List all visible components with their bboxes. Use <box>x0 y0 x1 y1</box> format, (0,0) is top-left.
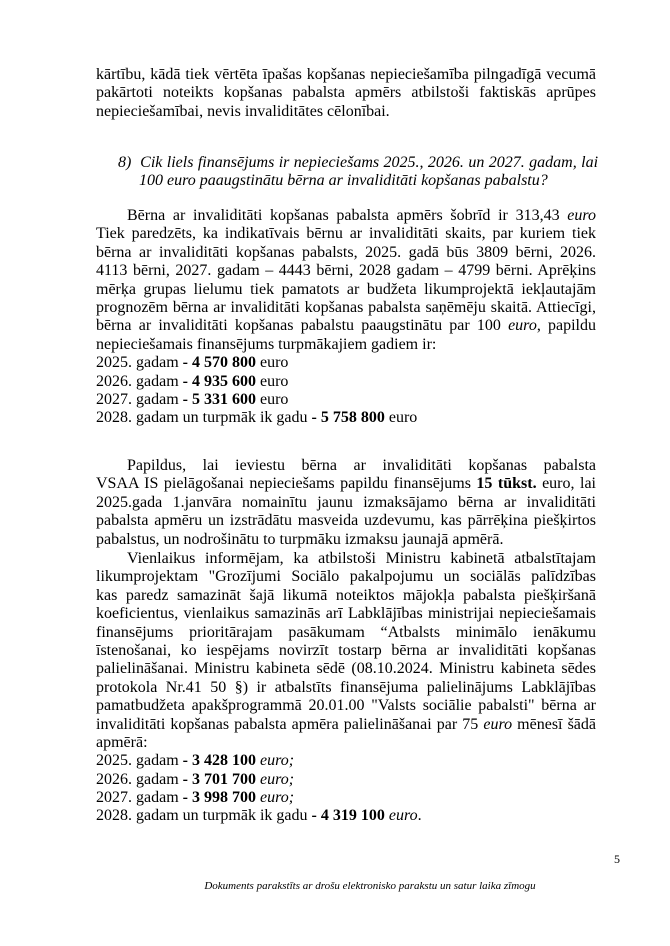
text-segment: pamatbudžeta apakšprogrammā 20.01.00 "Valsts sociālie pabalsti" bērna ar <box>96 697 596 715</box>
amount-list-item <box>96 752 596 770</box>
text-segment: - 4 319 100 <box>311 807 385 825</box>
text-line <box>96 587 596 605</box>
question-line-1 <box>118 154 598 172</box>
text-line <box>96 679 596 697</box>
text-segment: bērna ar invaliditāti kopšanas pabalstu paaugstinātu par 100 <box>96 317 509 335</box>
text-segment: kas paredz samazināt šajā likumā noteiktos mājokļa pabalsta piešķiršanā <box>96 586 596 604</box>
amount-list-item <box>96 789 596 807</box>
text-segment: euro <box>384 409 418 427</box>
text-segment: 15 tūkst. <box>476 475 537 493</box>
signature-footer: Dokuments parakstīts ar drošu elektronisko parakstu un satur laika zīmogu <box>204 880 536 892</box>
text-segment: palielināšanai. Ministru kabineta sēdē (08.10.2024. Ministru kabineta sēdes <box>96 660 596 678</box>
text-segment: euro <box>255 372 289 390</box>
text-segment: mēnesī šādā <box>512 715 596 733</box>
amount-list-item <box>96 409 596 427</box>
text-segment: euro <box>567 207 596 224</box>
text-line <box>96 660 596 678</box>
text-segment: invaliditāti kopšanas pabalsta apmēra palielināšanai par 75 <box>96 715 484 733</box>
paragraph-intro <box>96 66 596 121</box>
text-segment: bērna ar invaliditāti kopšanas pabalsts, 2025. gadā būs 3809 bērni, 2026. <box>96 243 596 261</box>
text-segment: 2027. gadam <box>96 390 183 408</box>
text-line <box>96 550 596 568</box>
amount-list-item <box>96 391 596 409</box>
amount-list-item <box>96 807 596 825</box>
text-line <box>96 103 596 121</box>
text-line <box>96 244 596 262</box>
paragraph-current-benefit <box>96 207 596 428</box>
text-segment: - 5 331 600 <box>182 390 256 408</box>
text-line <box>96 568 596 586</box>
text-segment: likumprojektam "Grozījumi Sociālo pakalpojumu un sociālās palīdzības <box>96 568 596 586</box>
text-segment: 2028. gadam un turpmāk ik gadu <box>96 807 312 825</box>
text-line <box>96 207 596 225</box>
text-segment: 2025. gadam <box>96 752 183 770</box>
text-segment: kārtību, kādā tiek vērtēta īpašas kopšanas nepieciešamība pilngadīgā vecumā <box>96 66 596 83</box>
text-segment: protokola Nr.41 50 §) ir atbalstīts finansējuma palielinājums Labklājības <box>96 678 596 696</box>
text-segment: apmērā: <box>96 733 148 751</box>
text-segment: prognozēm bērna ar invaliditāti kopšanas pabalsta saņēmēju skaitā. Attiecīgi, <box>96 298 596 316</box>
amount-list-item <box>96 373 596 391</box>
paragraph-it-adaptation <box>96 457 596 549</box>
paragraph-cabinet-decision <box>96 550 596 826</box>
text-segment: euro <box>483 715 513 733</box>
text-segment: 2028. gadam un turpmāk ik gadu <box>96 409 312 427</box>
text-line <box>96 697 596 715</box>
text-segment: nepieciešamais finansējums turpmākajiem gadiem ir: <box>96 335 437 353</box>
text-segment: euro <box>255 390 289 408</box>
text-line <box>96 475 596 493</box>
question-8 <box>118 154 598 191</box>
text-segment: euro, lai <box>542 475 596 493</box>
text-segment: euro <box>255 354 289 372</box>
text-line <box>96 716 596 734</box>
text-line <box>96 734 596 752</box>
text-segment: - 3 428 100 <box>182 752 256 770</box>
text-line <box>96 317 596 335</box>
text-segment: , papildu <box>536 317 596 335</box>
text-segment: euro; <box>259 770 295 788</box>
text-line <box>96 512 596 530</box>
text-line <box>96 494 596 512</box>
text-segment: Tiek paredzēts, ka indikatīvais bērnu ar invaliditāti skaits, par kuriem tiek <box>96 225 596 243</box>
text-segment: 2026. gadam <box>96 770 183 788</box>
text-segment: Bērna ar invaliditāti kopšanas pabalsta apmērs šobrīd ir 313,43 <box>127 207 568 224</box>
question-number: 8) <box>118 154 132 171</box>
text-segment: 4113 bērni, 2027. gadam – 4443 bērni, 2028 gadam – 4799 bērni. Aprēķins <box>96 262 596 280</box>
text-segment: 2026. gadam <box>96 372 183 390</box>
amount-list-item <box>96 354 596 372</box>
text-segment: VSAA IS pielāgošanai nepieciešams papildu finansējums <box>96 475 477 493</box>
text-segment: 2025.gada 1.janvāra nomainītu jaunu izmaksājamo bērna ar invaliditāti <box>96 493 596 511</box>
text-segment: euro <box>388 807 418 825</box>
text-segment: finansējums prioritārajam pasākumam “Atbalsts minimālo ienākumu <box>96 623 596 641</box>
page-number: 5 <box>614 852 620 866</box>
text-segment: Vienlaikus informējam, ka atbilstoši Ministru kabinetā atbalstītajam <box>127 550 596 567</box>
text-segment: - 4 570 800 <box>182 354 256 372</box>
text-segment: euro; <box>259 752 295 770</box>
question-text: Cik liels finansējums ir nepieciešams 2025., 2026. un 2027. gadam, lai <box>140 154 598 171</box>
text-line <box>96 336 596 354</box>
text-segment: nepieciešamībai, nevis invaliditātes cēlonībai. <box>96 102 390 120</box>
text-segment: euro; <box>259 789 295 807</box>
text-line <box>96 642 596 660</box>
text-line <box>96 299 596 317</box>
text-segment: pakārtoti noteikts kopšanas pabalsta apmērs atbilstoši faktiskās aprūpes <box>96 84 596 102</box>
text-line <box>96 225 596 243</box>
text-segment: 2027. gadam <box>96 789 183 807</box>
text-segment: koeficientus, vienlaikus samazinās arī Labklājības ministrijai nepieciešamais <box>96 605 596 623</box>
text-segment: 2025. gadam <box>96 354 183 372</box>
amount-list-item <box>96 771 596 789</box>
text-segment: euro <box>508 317 537 335</box>
question-line-2: 100 euro paaugstinātu bērna ar invaliditāti kopšanas pabalstu? <box>139 172 548 190</box>
text-segment: pabalsta apmēru un izstrādātu masveida uzdevumu, kas pārrēķina piešķirtos <box>96 512 596 530</box>
text-line <box>96 457 596 475</box>
text-segment: - 5 758 800 <box>311 409 385 427</box>
text-line <box>96 531 596 549</box>
text-line <box>96 624 596 642</box>
text-line <box>96 84 596 102</box>
text-segment: - 3 998 700 <box>182 789 256 807</box>
text-segment: . <box>417 807 422 825</box>
text-segment: īstenošanai, ko iespējams novirzīt tostarp bērna ar invaliditāti kopšanas <box>96 641 596 659</box>
text-line <box>96 262 596 280</box>
text-segment: Papildus, lai ieviestu bērna ar invaliditāti kopšanas pabalsta <box>127 457 596 474</box>
text-segment: mērķa grupas lielumu tiek pamatots ar budžeta likumprojektā iekļautajām <box>96 280 596 298</box>
text-segment: - 4 935 600 <box>182 372 256 390</box>
text-segment: pabalstus, un nodrošinātu to turpmāku izmaksu jaunajā apmērā. <box>96 530 504 548</box>
text-segment: - 3 701 700 <box>182 770 256 788</box>
text-line <box>96 281 596 299</box>
text-line <box>96 66 596 84</box>
text-line <box>96 605 596 623</box>
